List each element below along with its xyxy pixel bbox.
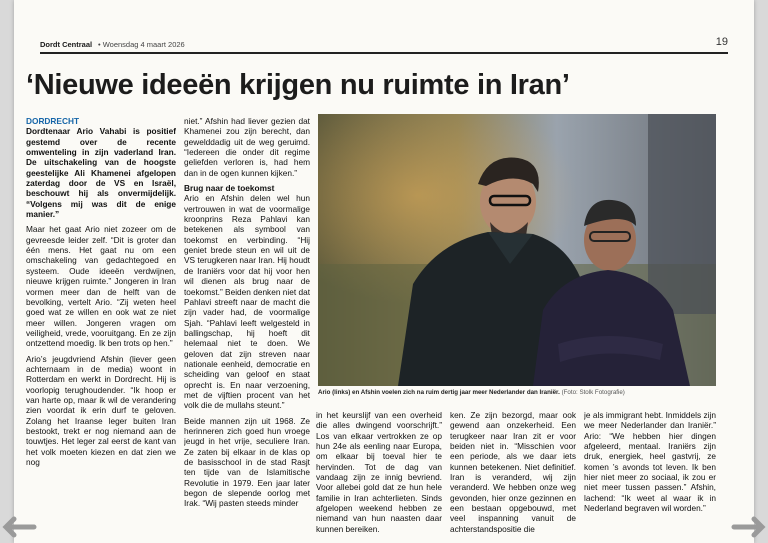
subheading: Brug naar de toekomst — [184, 183, 275, 194]
article-column-2 — [184, 116, 310, 528]
paragraph: Ario’s jeugdvriend Afshin (liever geen achternaam in de media) woont in Rotterdam en werkt in Dordrecht. Hij is voorlopig terughoudender. “Ik hoop er van harte op, maar ik wil de verandering zien voordat ik erin durf te geloven. Zolang het Iraanse leger buiten Iran bestookt, trekt er nog niemand aan de touwtjes. Het leger zal eerst de kant van het volk moeten kiezen en dat zien we nog — [26, 353, 176, 467]
headline: ‘Nieuwe ideeën krijgen nu ruimte in Iran’ — [26, 69, 570, 101]
page-header — [40, 36, 728, 54]
next-page-arrow-icon[interactable] — [730, 515, 768, 539]
issue-date: • Woensdag 4 maart 2026 — [98, 40, 185, 49]
page-number: 19 — [715, 36, 728, 48]
article-intro: Dordtenaar Ario Vahabi is positief gestemd over de recente omwenteling in zijn vaderland Iran. De uitschakeling van de hoogste geestelijke Ali Khamenei afgelopen zaterdag door de VS en Israël, beschouwt hij als onvermijdelijk. “Volgens mij was dit de enige manier.” — [26, 126, 176, 220]
paragraph: Ario en Afshin delen wel hun vertrouwen in wat de voormalige kroonprins Reza Pahlavi kan betekenen als symbool van toekomst en verbinding. “Hij geniet brede steun en wil uit de VS terugkeren naar Iran. Hij houdt de Iraniërs voor dat hij voor hen wil dienen als brug naar de toekomst.” Beiden denken niet dat Pahlavi streeft naar de macht die zijn vader had, de voormalige Sjah. “Pahlavi leeft welgesteld in ballingschap, hij hoeft dit helemaal niet te doen. We geloven dat zijn streven naar nationale eenheid, democratie en scheiding van geloof en staat oprecht is. En naar verzoening, met de vijftien procent van het volk die de mullahs steunt.” — [184, 193, 310, 411]
photo-image — [318, 114, 716, 386]
paragraph: Maar het gaat Ario niet zozeer om de gevreesde leider zelf. “Dit is groter dan één mens. Het gaat nu om een omschakeling van gedachtegoed en systeem. Oude ideeën verdwijnen, nieuwe krijgen ruimte.” Jongeren in Iran vormen meer dan de helft van de bevolking, vertelt Ario. “Zij weten heel goed wat ze willen en ook wat ze niet meer willen. Jongeren vragen om veiligheid, vrede, vooruitgang. En ze zijn ontzettend moedig. Ik ben trots op hen.” — [26, 224, 176, 349]
article-column-4 — [450, 410, 576, 540]
dateline-city: DORDRECHT — [26, 116, 80, 126]
article-photo — [318, 114, 716, 386]
paragraph: ken. Ze zijn bezorgd, maar ook gewend aan onzekerheid. Een terugkeer naar Iran zit er voor beiden niet in. “Misschien voor een periode, als we daar iets kunnen betekenen. Niet definitief. Iran is veranderd, wij zijn veranderd. We hebben onze weg gevonden, hier onze gezinnen en een bestaan opgebouwd, met veel inspanning vanuit de achterstandspositie die — [450, 410, 576, 534]
paragraph: in het keurslijf van een overheid die alles dwingend voorschrijft.” Los van elkaar vertrokken ze op hun 24e als eenling naar Europa, om elkaar bij toeval hier te hervinden. Tot de dag van vandaag zijn ze innig bevriend. Voor allebei gold dat ze hun hele familie in Iran achterlieten. Sinds afgelopen weekend hebben ze niemand van hun naasten daar kunnen bereiken. — [316, 410, 442, 534]
paper-name: Dordt Centraal — [40, 40, 93, 49]
paragraph: Beide mannen zijn uit 1968. Ze herinneren zich goed hun vroege jeugd in het vrije, seculiere Iran. Ze zaten bij elkaar in de klas op de basisschool in de stad Rasjt ten tijde van de Islamitische Revolutie in 1979. Een jaar later begon de slepende oorlog met Irak. “Wij pasten steeds minder — [184, 415, 310, 509]
previous-page-arrow-icon[interactable] — [0, 515, 38, 539]
article-column-1 — [26, 116, 176, 536]
paragraph: niet.” Afshin had liever gezien dat Khamenei zou zijn berecht, dan gewelddadig uit de weg geruimd. “Iedereen die onder dit regime geliefden verloren is, had hem dan in de ogen kunnen kijken.” — [184, 116, 310, 178]
photo-caption — [318, 389, 716, 397]
article-column-5 — [584, 410, 716, 540]
photo-credit: (Foto: Stolk Fotografie) — [561, 389, 625, 396]
caption-text: Ario (links) en Afshin voelen zich na ruim dertig jaar meer Nederlander dan Iraniër. — [318, 389, 560, 396]
paragraph: je als immigrant hebt. Inmiddels zijn we meer Nederlander dan Iraniër.” Ario: “We hebben hier dingen afgeleerd, mentaal. Iraniërs zijn druk, energiek, heel gastvrij, ze komen ’s avonds tot leven. Ik ben hier niet meer zo sociaal, ik zou er niet meer tussen passen.” Afshin, lachend: “Ik weet al waar ik in Nederland begraven wil worden.” — [584, 410, 716, 514]
article-column-3 — [316, 410, 442, 540]
